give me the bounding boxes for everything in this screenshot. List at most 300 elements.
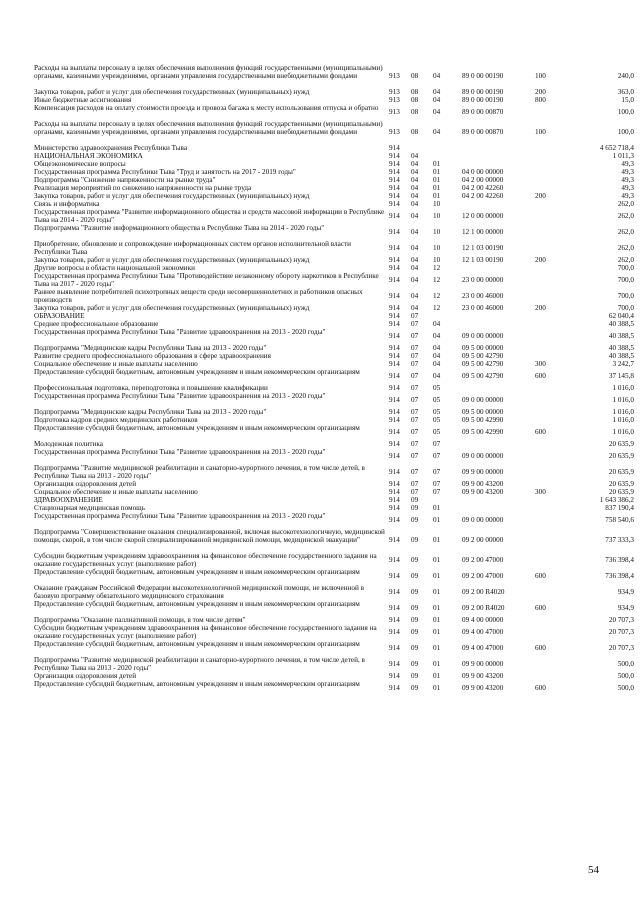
row-sum: 240,0: [617, 72, 634, 80]
row-sec: 09: [411, 684, 419, 692]
row-sec: 04: [411, 200, 419, 208]
row-name: Закупка товаров, работ и услуг для обеспечения государственных (муниципальных) нужд: [34, 88, 310, 96]
row-sec: 04: [411, 292, 419, 300]
table-row: [30, 344, 634, 352]
row-name: Субсидии бюджетным учреждениям здравоохранения на финансовое обеспечение государственного задания на оказание государственных услуг (выполнение работ): [34, 552, 377, 568]
row-admin: 914: [389, 588, 400, 596]
table-row: [30, 640, 634, 656]
table-row: [30, 272, 634, 288]
row-sub: 04: [433, 88, 441, 96]
row-csr: 12 1 03 00190: [462, 256, 504, 264]
row-csr: 09 9 00 00000: [462, 660, 504, 668]
table-row: [30, 624, 634, 640]
row-name: Подпрограмма "Снижение напряженности на рынке труда": [34, 176, 216, 184]
row-admin: 914: [389, 200, 400, 208]
row-vr: 600: [535, 644, 546, 652]
row-sec: 04: [411, 152, 419, 160]
row-sub: 04: [433, 372, 441, 380]
row-csr: 89 0 00 00190: [462, 72, 504, 80]
row-sum: 20 635,9: [608, 468, 634, 476]
row-sub: 01: [433, 556, 441, 564]
row-admin: 914: [389, 344, 400, 352]
row-vr: 600: [535, 572, 546, 580]
row-sec: 07: [411, 352, 419, 360]
row-name: Подпрограмма "Оказание паллиативной помощи, в том числе детям": [34, 616, 246, 624]
row-sum: 262,0: [617, 244, 634, 252]
row-name: Закупка товаров, работ и услуг для обеспечения государственных (муниципальных) нужд: [34, 304, 310, 312]
table-row: [30, 680, 634, 696]
row-sum: 20 707,3: [608, 644, 634, 652]
row-sec: 08: [411, 88, 419, 96]
row-sub: 04: [433, 108, 441, 116]
row-name: Иные бюджетные ассигнования: [34, 96, 132, 104]
row-sec: 04: [411, 264, 419, 272]
row-name: Среднее профессиональное образование: [34, 320, 159, 328]
row-csr: 89 0 00 00190: [462, 88, 504, 96]
row-csr: 23 0 00 46000: [462, 292, 504, 300]
row-sum: 500,0: [617, 684, 634, 692]
row-admin: 914: [389, 616, 400, 624]
row-name: НАЦИОНАЛЬНАЯ ЭКОНОМИКА: [34, 152, 143, 160]
row-sum: 3 242,7: [612, 360, 634, 368]
row-sum: 49,3: [621, 184, 634, 192]
table-row: [30, 672, 634, 680]
row-csr: 09 4 00 00000: [462, 616, 504, 624]
row-name: Расходы на выплаты персоналу в целях обеспечения выполнения функций государственными (муниципальными) органами, казенными учреждениями, органами управления государственными внебюджетными фондами: [34, 120, 383, 136]
table-row: [30, 240, 634, 256]
row-name: Государственная программа Республики Тыва "Труд и занятость на 2017 - 2019 годы": [34, 168, 296, 176]
row-csr: 09 9 00 43200: [462, 488, 504, 496]
row-sum: 62 040,4: [608, 312, 634, 320]
row-sum: 758 540,6: [605, 516, 634, 524]
row-name: Организация оздоровления детей: [34, 672, 137, 680]
row-csr: 09 4 00 47000: [462, 644, 504, 652]
row-sum: 1 643 386,2: [599, 496, 634, 504]
row-sub: 12: [433, 292, 441, 300]
row-sum: 40 388,5: [608, 320, 634, 328]
row-sec: 07: [411, 344, 419, 352]
row-admin: 914: [389, 440, 400, 448]
table-row: [30, 320, 634, 328]
table-row: [30, 392, 634, 408]
row-sub: 05: [433, 396, 441, 404]
row-name: Подпрограмма "Развитие информационного общества в Республике Тыва на 2014 - 2020 годы": [34, 224, 325, 232]
row-sub: 10: [433, 228, 441, 236]
table-row: [30, 104, 634, 120]
row-sec: 04: [411, 244, 419, 252]
row-name: Организация оздоровления детей: [34, 480, 137, 488]
row-sub: 01: [433, 628, 441, 636]
table-row: [30, 528, 634, 552]
row-name: Государственная программа "Развитие информационного общества и средств массовой информации в Республике Тыва на 2014 - 2020 годы": [34, 208, 385, 224]
row-sum: 500,0: [617, 672, 634, 680]
row-sum: 49,3: [621, 192, 634, 200]
row-name: Предоставление субсидий бюджетным, автономным учреждениям и иным некоммерческим организациям: [34, 640, 360, 648]
table-row: [30, 600, 634, 616]
row-admin: 914: [389, 468, 400, 476]
row-sub: 01: [433, 684, 441, 692]
row-sub: 01: [433, 168, 441, 176]
row-sec: 07: [411, 312, 419, 320]
row-sum: 262,0: [617, 200, 634, 208]
row-csr: 12 1 00 00000: [462, 228, 504, 236]
row-vr: 100: [535, 72, 546, 80]
row-sub: 01: [433, 184, 441, 192]
table-row: [30, 176, 634, 184]
row-sec: 08: [411, 96, 419, 104]
row-sec: 09: [411, 572, 419, 580]
row-csr: 12 0 00 00000: [462, 212, 504, 220]
row-admin: 914: [389, 228, 400, 236]
row-name: ЗДРАВООХРАНЕНИЕ: [34, 496, 103, 504]
row-admin: 914: [389, 480, 400, 488]
row-sec: 08: [411, 72, 419, 80]
row-name: Молодежная политика: [34, 440, 103, 448]
table-row: [30, 328, 634, 344]
row-vr: 200: [535, 256, 546, 264]
table-row: [30, 200, 634, 208]
row-name: Закупка товаров, работ и услуг для обеспечения государственных (муниципальных) нужд: [34, 192, 310, 200]
table-row: [30, 488, 634, 496]
table-row: [30, 160, 634, 168]
row-name: Подпрограмма "Развитие медицинской реабилитации и санаторно-курортного лечения, в том числе детей, в Республике Тыва на 2013 - 2020 годы": [34, 464, 365, 480]
row-sec: 07: [411, 396, 419, 404]
row-sec: 07: [411, 468, 419, 476]
row-sub: 01: [433, 660, 441, 668]
row-name: Расходы на выплаты персоналу в целях обеспечения выполнения функций государственными (муниципальными) органами, казенными учреждениями, органами управления государственными внебюджетными фондами: [34, 64, 383, 80]
row-sum: 100,0: [617, 108, 634, 116]
row-name: Социальное обеспечение и иные выплаты населению: [34, 360, 198, 368]
row-sub: 05: [433, 416, 441, 424]
row-sub: 10: [433, 200, 441, 208]
row-name: Государственная программа Республики Тыва "Развитие здравоохранения на 2013 - 2020 годы": [34, 328, 326, 336]
row-sec: 07: [411, 384, 419, 392]
row-admin: 914: [389, 396, 400, 404]
row-sec: 04: [411, 184, 419, 192]
row-sub: 01: [433, 644, 441, 652]
row-sub: 01: [433, 160, 441, 168]
row-sec: 09: [411, 516, 419, 524]
row-name: Подпрограмма "Развитие медицинской реабилитации и санаторно-курортного лечения, в том числе детей, в Республике Тыва на 2013 - 2020 годы": [34, 656, 365, 672]
row-sub: 01: [433, 604, 441, 612]
row-name: Государственная программа Республики Тыва "Развитие здравоохранения на 2013 - 2020 годы": [34, 448, 326, 456]
table-row: [30, 184, 634, 192]
row-admin: 914: [389, 276, 400, 284]
row-admin: 914: [389, 408, 400, 416]
row-name: ОБРАЗОВАНИЕ: [34, 312, 85, 320]
row-sum: 1 011,3: [612, 152, 634, 160]
table-row: [30, 312, 634, 320]
table-row: [30, 584, 634, 600]
table-row: [30, 440, 634, 448]
row-sub: 05: [433, 408, 441, 416]
table-row: [30, 464, 634, 480]
row-sec: 09: [411, 604, 419, 612]
row-name: Компенсация расходов на оплату стоимости проезда и провоза багажа к месту использования отпуска и обратно: [34, 104, 379, 112]
row-admin: 914: [389, 572, 400, 580]
row-csr: 09 5 00 42790: [462, 360, 504, 368]
row-sum: 4 652 718,4: [599, 144, 634, 152]
row-csr: 09 0 00 00000: [462, 516, 504, 524]
row-sec: 09: [411, 660, 419, 668]
row-name: Предоставление субсидий бюджетным, автономным учреждениям и иным некоммерческим организациям: [34, 680, 360, 688]
row-name: Реализация мероприятий по снижению напряженности на рынке труда: [34, 184, 252, 192]
row-admin: 914: [389, 160, 400, 168]
row-admin: 914: [389, 244, 400, 252]
row-sub: 04: [433, 352, 441, 360]
row-admin: 913: [389, 88, 400, 96]
row-sub: 01: [433, 536, 441, 544]
row-sub: 01: [433, 516, 441, 524]
table-row: [30, 496, 634, 504]
row-sum: 20 707,3: [608, 616, 634, 624]
row-sub: 07: [433, 480, 441, 488]
row-admin: 914: [389, 292, 400, 300]
row-admin: 914: [389, 488, 400, 496]
row-admin: 914: [389, 660, 400, 668]
row-vr: 200: [535, 88, 546, 96]
row-sum: 934,9: [617, 604, 634, 612]
row-csr: 09 4 00 47000: [462, 628, 504, 636]
row-vr: 600: [535, 604, 546, 612]
row-name: Предоставление субсидий бюджетным, автономным учреждениям и иным некоммерческим организациям: [34, 424, 360, 432]
row-sub: 04: [433, 128, 441, 136]
table-row: [30, 120, 634, 144]
row-vr: 200: [535, 304, 546, 312]
row-name: Государственная программа Республики Тыва "Противодействие незаконному обороту наркотиков в Республике Тыва на 2017 - 2020 годы": [34, 272, 379, 288]
row-sum: 1 016,0: [612, 408, 634, 416]
row-name: Раннее выявление потребителей психотропных веществ среди несовершеннолетних и работников опасных производств: [34, 288, 363, 304]
row-csr: 23 0 00 00000: [462, 276, 504, 284]
row-name: Предоставление субсидий бюджетным, автономным учреждениям и иным некоммерческим организациям: [34, 600, 360, 608]
row-sum: 736 398,4: [605, 556, 634, 564]
row-sum: 100,0: [617, 128, 634, 136]
row-sec: 09: [411, 672, 419, 680]
row-name: Предоставление субсидий бюджетным, автономным учреждениям и иным некоммерческим организациям: [34, 568, 360, 576]
row-admin: 914: [389, 672, 400, 680]
table-row: [30, 504, 634, 512]
table-row: [30, 424, 634, 440]
row-sec: 09: [411, 504, 419, 512]
row-sum: 40 388,5: [608, 344, 634, 352]
row-sec: 07: [411, 480, 419, 488]
row-sum: 20 635,9: [608, 452, 634, 460]
row-sub: 12: [433, 276, 441, 284]
row-sec: 07: [411, 320, 419, 328]
row-sub: 05: [433, 428, 441, 436]
row-sub: 04: [433, 96, 441, 104]
row-name: Субсидии бюджетным учреждениям здравоохранения на финансовое обеспечение государственного задания на оказание государственных услуг (выполнение работ): [34, 624, 377, 640]
row-sub: 04: [433, 72, 441, 80]
row-csr: 09 2 00 47000: [462, 572, 504, 580]
table-row: [30, 656, 634, 672]
row-sec: 09: [411, 536, 419, 544]
row-csr: 09 9 00 43200: [462, 480, 504, 488]
row-sum: 934,9: [617, 588, 634, 596]
row-csr: 89 0 00 00870: [462, 128, 504, 136]
row-csr: 09 5 00 42990: [462, 416, 504, 424]
row-name: Закупка товаров, работ и услуг для обеспечения государственных (муниципальных) нужд: [34, 256, 310, 264]
row-admin: 914: [389, 256, 400, 264]
row-csr: 04 2 00 42260: [462, 192, 504, 200]
row-name: Подпрограмма "Совершенствование оказания специализированной, включая высокотехнологичную, медицинской помощи, скорой, в том числе скорой специализированной медицинской помощи, медицинской эвакуации": [34, 528, 385, 544]
row-sum: 837 190,4: [605, 504, 634, 512]
row-admin: 914: [389, 428, 400, 436]
table-row: [30, 408, 634, 416]
row-vr: 100: [535, 128, 546, 136]
row-csr: 09 0 00 00000: [462, 452, 504, 460]
row-csr: 04 0 00 00000: [462, 168, 504, 176]
table-row: [30, 480, 634, 488]
row-sec: 04: [411, 168, 419, 176]
row-admin: 914: [389, 212, 400, 220]
table-row: [30, 368, 634, 384]
row-admin: 914: [389, 192, 400, 200]
row-admin: 914: [389, 144, 400, 152]
row-admin: 914: [389, 496, 400, 504]
row-sec: 07: [411, 452, 419, 460]
row-csr: 09 5 00 42990: [462, 428, 504, 436]
row-admin: 914: [389, 516, 400, 524]
row-admin: 914: [389, 604, 400, 612]
row-name: Подпрограмма "Медицинские кадры Республики Тыва на 2013 - 2020 годы": [34, 344, 267, 352]
row-sum: 49,3: [621, 160, 634, 168]
row-sum: 1 016,0: [612, 384, 634, 392]
row-vr: 600: [535, 372, 546, 380]
row-sum: 20 635,9: [608, 488, 634, 496]
row-sum: 49,3: [621, 176, 634, 184]
row-admin: 914: [389, 452, 400, 460]
table-row: [30, 384, 634, 392]
table-row: [30, 512, 634, 528]
row-name: Подготовка кадров средних медицинских работников: [34, 416, 198, 424]
table-row: [30, 352, 634, 360]
row-sum: 40 388,5: [608, 332, 634, 340]
row-admin: 914: [389, 184, 400, 192]
table-row: [30, 264, 634, 272]
row-sec: 04: [411, 176, 419, 184]
row-sec: 04: [411, 160, 419, 168]
row-sub: 05: [433, 384, 441, 392]
row-admin: 914: [389, 304, 400, 312]
row-sub: 12: [433, 264, 441, 272]
row-vr: 600: [535, 428, 546, 436]
row-sum: 37 145,8: [608, 372, 634, 380]
row-sum: 20 707,3: [608, 628, 634, 636]
row-admin: 913: [389, 108, 400, 116]
row-sec: 09: [411, 588, 419, 596]
table-row: [30, 192, 634, 200]
row-sec: 04: [411, 192, 419, 200]
row-sum: 700,0: [617, 292, 634, 300]
row-sum: 15,0: [621, 96, 634, 104]
row-sub: 10: [433, 212, 441, 220]
row-admin: 914: [389, 152, 400, 160]
row-sub: 07: [433, 488, 441, 496]
table-row: [30, 152, 634, 160]
table-row: [30, 552, 634, 568]
table-row: [30, 288, 634, 304]
row-name: Подпрограмма "Медицинские кадры Республики Тыва на 2013 - 2020 годы": [34, 408, 267, 416]
row-name: Оказание гражданам Российской Федерации высокотехнологичной медицинской помощи, не включенной в базовую программу обязательного медицинского страхования: [34, 584, 365, 600]
row-name: Социальное обеспечение и иные выплаты населению: [34, 488, 198, 496]
row-sub: 10: [433, 256, 441, 264]
row-sub: 04: [433, 344, 441, 352]
table-row: [30, 568, 634, 584]
row-sub: 01: [433, 504, 441, 512]
row-vr: 800: [535, 96, 546, 104]
row-name: Другие вопросы в области национальной экономики: [34, 264, 195, 272]
row-vr: 300: [535, 488, 546, 496]
row-admin: 914: [389, 536, 400, 544]
row-csr: 09 0 00 00000: [462, 332, 504, 340]
row-sub: 07: [433, 468, 441, 476]
row-csr: 89 0 00 00870: [462, 108, 504, 116]
row-admin: 914: [389, 168, 400, 176]
row-csr: 09 9 00 00000: [462, 468, 504, 476]
row-sec: 07: [411, 408, 419, 416]
row-admin: 914: [389, 628, 400, 636]
row-csr: 09 0 00 00000: [462, 396, 504, 404]
row-sum: 700,0: [617, 264, 634, 272]
row-csr: 23 0 00 46000: [462, 304, 504, 312]
page-number: 54: [588, 864, 599, 876]
row-sub: 04: [433, 332, 441, 340]
row-sub: 12: [433, 304, 441, 312]
row-admin: 914: [389, 320, 400, 328]
row-admin: 914: [389, 644, 400, 652]
row-csr: 09 2 00 R4020: [462, 588, 505, 596]
table-row: [30, 360, 634, 368]
row-csr: 09 5 00 00000: [462, 408, 504, 416]
row-admin: 913: [389, 96, 400, 104]
table-row: [30, 88, 634, 96]
row-admin: 913: [389, 72, 400, 80]
row-name: Государственная программа Республики Тыва "Развитие здравоохранения на 2013 - 2020 годы": [34, 512, 326, 520]
row-sec: 08: [411, 108, 419, 116]
row-csr: 09 9 00 43200: [462, 684, 504, 692]
row-csr: 09 5 00 42790: [462, 372, 504, 380]
row-name: Приобретение, обновление и сопровождение информационных систем органов исполнительной власти Республики Тыва: [34, 240, 352, 256]
row-admin: 914: [389, 684, 400, 692]
row-sec: 07: [411, 416, 419, 424]
row-sec: 09: [411, 644, 419, 652]
row-csr: 09 2 00 R4020: [462, 604, 505, 612]
row-admin: 914: [389, 312, 400, 320]
row-name: Профессиональная подготовка, переподготовка и повышение квалификации: [34, 384, 268, 392]
row-admin: 914: [389, 360, 400, 368]
row-sum: 262,0: [617, 256, 634, 264]
table-row: [30, 256, 634, 264]
row-csr: 09 2 00 00000: [462, 536, 504, 544]
row-sec: 09: [411, 556, 419, 564]
row-name: Государственная программа Республики Тыва "Развитие здравоохранения на 2013 - 2020 годы": [34, 392, 326, 400]
row-sum: 700,0: [617, 276, 634, 284]
table-row: [30, 448, 634, 464]
row-sec: 07: [411, 372, 419, 380]
table-row: [30, 96, 634, 104]
table-row: [30, 616, 634, 624]
row-csr: 04 2 00 00000: [462, 176, 504, 184]
row-sec: 07: [411, 428, 419, 436]
row-admin: 914: [389, 372, 400, 380]
row-sec: 09: [411, 628, 419, 636]
row-sub: 01: [433, 176, 441, 184]
table-row: [30, 416, 634, 424]
row-sub: 01: [433, 192, 441, 200]
row-admin: 914: [389, 504, 400, 512]
row-sub: 07: [433, 452, 441, 460]
